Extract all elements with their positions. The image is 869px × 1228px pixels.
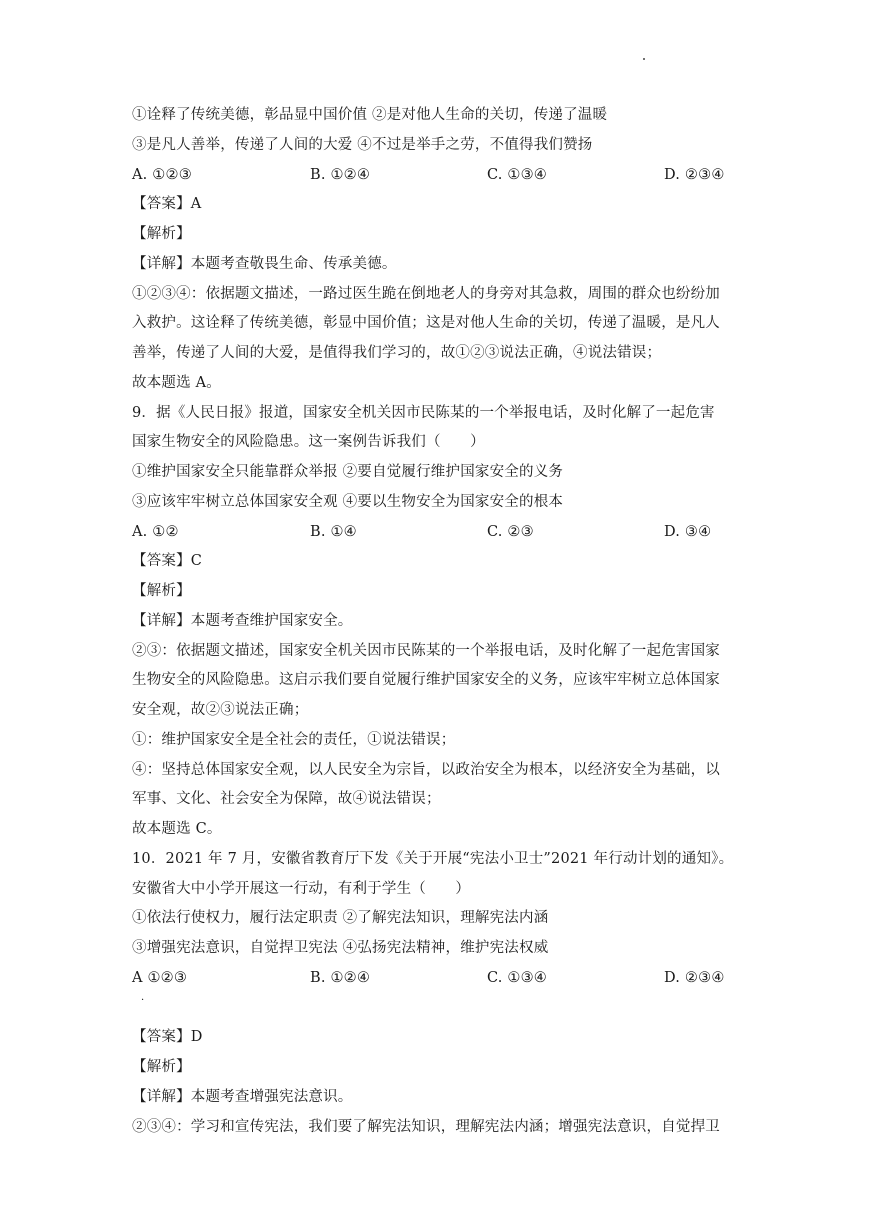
q8-options <box>132 161 742 191</box>
q9-explanation-6: 军事、文化、社会安全为保障，故④说法错误； <box>132 791 441 808</box>
q9-explanation-2: 生物安全的风险隐患。这启示我们要自觉履行维护国家安全的义务，应该牢牢树立总体国家 <box>132 672 720 689</box>
q8-detail: 【详解】本题考查敬畏生命、传承美德。 <box>132 255 397 272</box>
q8-conclusion: 故本题选 A。 <box>132 374 221 391</box>
q10-question-2: 安徽省大中小学开展这一行动，有利于学生（ ） <box>132 880 471 897</box>
q10-spacer <box>132 994 742 1024</box>
q10-options <box>132 964 742 1006</box>
q9-question-1: 9．据《人民日报》报道，国家安全机关因市民陈某的一个举报电话，及时化解了一起危害 <box>132 404 715 421</box>
q10-option-b: B. ①②④ <box>310 969 371 986</box>
q9-explanation-3: 安全观，故②③说法正确； <box>132 702 309 718</box>
stray-dot: · <box>141 994 145 1006</box>
q8-analysis-heading: 【解析】 <box>132 226 191 242</box>
q10-statement-2: ③增强宪法意识，自觉捍卫宪法 ④弘扬宪法精神，维护宪法权威 <box>132 940 549 956</box>
q9-explanation-5: ④：坚持总体国家安全观，以人民安全为宗旨，以政治安全为根本，以经济安全为基础，以 <box>132 761 720 778</box>
q9-statement-2: ③应该牢牢树立总体国家安全观 ④要以生物安全为国家安全的根本 <box>132 493 564 510</box>
q8-option-a: A. ①②③ <box>132 166 192 183</box>
q10-question-1: 10．2021 年 7 月，安徽省教育厅下发《关于开展“宪法小卫士”2021 年行动计划的通知》。 <box>132 850 734 867</box>
q8-option-b: B. ①②④ <box>310 166 371 183</box>
q8-answer: 【答案】A <box>132 196 202 213</box>
q10-option-c: C. ①③④ <box>487 969 547 986</box>
q8-statement-2: ③是凡人善举，传递了人间的大爱 ④不过是举手之劳，不值得我们赞扬 <box>132 136 593 153</box>
q9-conclusion: 故本题选 C。 <box>132 821 222 837</box>
q9-statement-1: ①维护国家安全只能靠群众举报 ②要自觉履行维护国家安全的义务 <box>132 464 564 480</box>
q8-explanation-1: ①②③④：依据题文描述，一路过医生跪在倒地老人的身旁对其急救，周围的群众也纷纷加 <box>132 285 720 302</box>
q10-statement-1: ①依法行使权力，履行法定职责 ②了解宪法知识，理解宪法内涵 <box>132 910 549 927</box>
q9-analysis-heading: 【解析】 <box>132 583 191 599</box>
q8-statement-1: ①诠释了传统美德，彰品显中国价值 ②是对他人生命的关切，传递了温暖 <box>132 107 608 123</box>
q9-explanation-4: ①：维护国家安全是全社会的责任，①说法错误； <box>132 731 456 748</box>
q9-option-c: C. ②③ <box>487 523 534 540</box>
q10-detail: 【详解】本题考查增强宪法意识。 <box>132 1088 353 1105</box>
q9-option-b: B. ①④ <box>310 523 357 540</box>
q9-options <box>132 518 742 548</box>
q10-option-a: A ①②③ <box>132 969 188 986</box>
q8-explanation-2: 入救护。这诠释了传统美德，彰显中国价值；这是对他人生命的关切，传递了温暖，是凡人 <box>132 315 720 332</box>
q9-detail: 【详解】本题考查维护国家安全。 <box>132 612 353 629</box>
q8-option-d: D. ②③④ <box>664 166 725 183</box>
q9-option-a: A. ①② <box>132 523 179 540</box>
q9-answer: 【答案】C <box>132 553 203 570</box>
q10-answer: 【答案】D <box>132 1029 203 1046</box>
q9-question-2: 国家生物安全的风险隐患。这一案例告诉我们（ ） <box>132 434 485 451</box>
q10-explanation-1: ②③④：学习和宣传宪法，我们要了解宪法知识，理解宪法内涵；增强宪法意识，自觉捍卫 <box>132 1118 720 1135</box>
document-page <box>132 101 742 1142</box>
page-marker-dot <box>643 58 645 60</box>
q9-option-d: D. ③④ <box>664 523 712 540</box>
q8-explanation-3: 善举，传递了人间的大爱，是值得我们学习的，故①②③说法正确，④说法错误； <box>132 345 662 361</box>
q9-explanation-1: ②③：依据题文描述，国家安全机关因市民陈某的一个举报电话，及时化解了一起危害国家 <box>132 642 720 659</box>
q10-option-d: D. ②③④ <box>664 969 725 986</box>
q10-analysis-heading: 【解析】 <box>132 1059 191 1075</box>
q8-option-c: C. ①③④ <box>487 166 547 183</box>
